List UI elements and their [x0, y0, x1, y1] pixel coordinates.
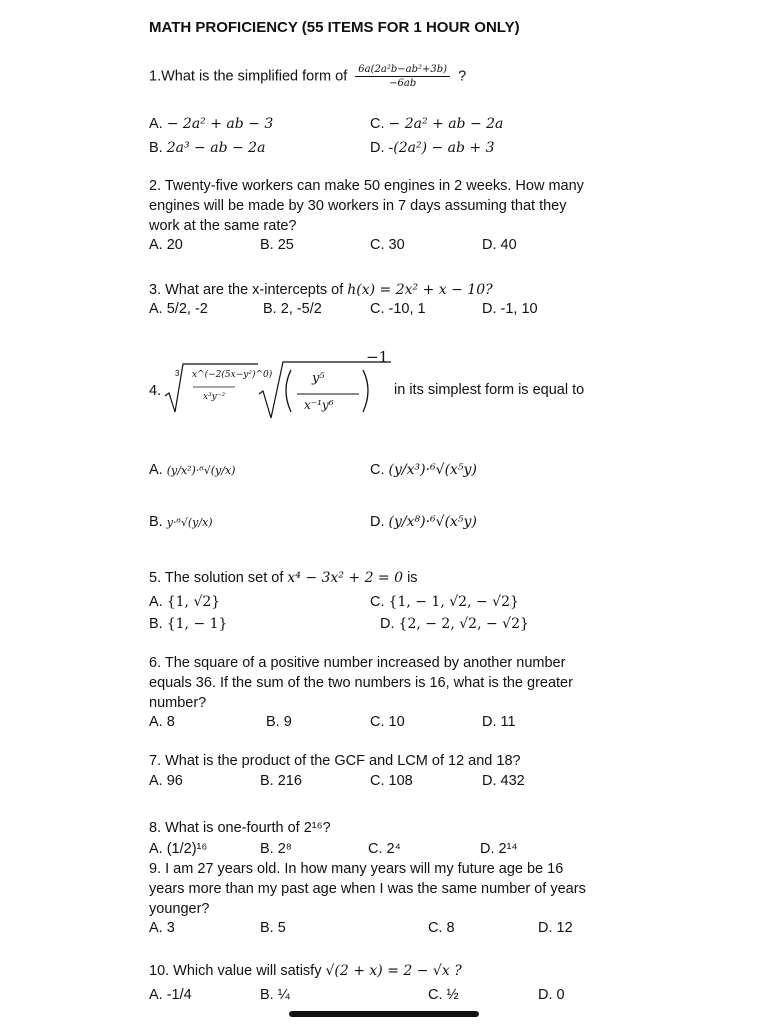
option-expression: (y/x³)·⁶√(x⁵y) [388, 462, 477, 478]
question-1 [149, 63, 466, 90]
question-2-option-d[interactable]: D. 40 [482, 237, 517, 253]
option-expression: -(2a²) − ab + 3 [388, 140, 495, 156]
question-4-root1-numerator: x^(−2(5x−y²)^0) [192, 370, 273, 380]
question-8-option-a[interactable]: A. (1/2)¹⁶ [149, 841, 208, 857]
question-9-line-2: years more than my past age when I was the same number of years [149, 881, 586, 897]
question-10-expression: √(2 + x) = 2 − √x ? [325, 963, 462, 979]
option-label: D. [370, 140, 385, 156]
option-expression: − 2a² + ab − 3 [166, 116, 274, 132]
question-4-root2-exponent: −1 [366, 348, 389, 366]
question-4-option-a[interactable] [149, 460, 235, 481]
question-6-line-2: equals 36. If the sum of the two numbers is 16, what is the greater [149, 675, 573, 691]
question-9-line-1: 9. I am 27 years old. In how many years will my future age be 16 [149, 861, 564, 877]
question-10-option-c[interactable]: C. ½ [428, 987, 459, 1003]
question-4-root2-denominator: x⁻¹y⁶ [304, 398, 334, 412]
option-set: {1, √2} [166, 594, 221, 610]
question-3-option-a[interactable]: A. 5/2, -2 [149, 301, 208, 317]
question-2-line-3: work at the same rate? [149, 218, 297, 234]
question-10 [149, 961, 462, 981]
question-7-stem: 7. What is the product of the GCF and LCM of 12 and 18? [149, 753, 521, 769]
question-6-option-c[interactable]: C. 10 [370, 714, 405, 730]
question-3-option-d[interactable]: D. -1, 10 [482, 301, 538, 317]
question-10-option-a[interactable]: A. -1/4 [149, 987, 192, 1003]
left-paren [286, 370, 291, 412]
option-label: D. [380, 616, 395, 632]
question-10-option-d[interactable]: D. 0 [538, 987, 565, 1003]
question-7-option-a[interactable]: A. 96 [149, 773, 183, 789]
question-2-line-2: engines will be made by 30 workers in 7 days assuming that they [149, 198, 567, 214]
question-2-option-b[interactable]: B. 25 [260, 237, 294, 253]
question-5-end: is [407, 570, 418, 586]
question-6-line-1: 6. The square of a positive number increased by another number [149, 655, 566, 671]
option-expression: − 2a² + ab − 2a [388, 116, 504, 132]
option-set: {1, − 1, √2, − √2} [388, 594, 519, 610]
question-6-option-b[interactable]: B. 9 [266, 714, 292, 730]
option-label: C. [370, 462, 385, 478]
question-5-expression: x⁴ − 3x² + 2 = 0 [287, 570, 404, 586]
question-6-line-3: number? [149, 695, 207, 711]
question-4-tail: in its simplest form is equal to [394, 382, 585, 398]
option-label: B. [149, 140, 163, 156]
question-1-option-d[interactable] [370, 138, 495, 158]
question-8-option-d[interactable]: D. 2¹⁴ [480, 841, 518, 857]
question-3 [149, 280, 493, 300]
question-8-stem: 8. What is one-fourth of 2¹⁶? [149, 820, 331, 836]
question-9-option-d[interactable]: D. 12 [538, 920, 573, 936]
question-7-option-c[interactable]: C. 108 [370, 773, 413, 789]
question-3-option-b[interactable]: B. 2, -5/2 [263, 301, 322, 317]
question-5-option-a[interactable] [149, 592, 220, 612]
question-6-option-a[interactable]: A. 8 [149, 714, 175, 730]
question-9-line-3: younger? [149, 901, 210, 917]
option-expression: (y/x²)·⁶√(y/x) [166, 464, 236, 477]
question-1-option-b[interactable] [149, 138, 265, 158]
question-9-option-c[interactable]: C. 8 [428, 920, 455, 936]
question-1-fraction-denominator: −6ab [389, 78, 417, 89]
option-expression: y·⁶√(y/x) [166, 516, 213, 529]
question-4-root1-denominator: x³y⁻² [203, 392, 226, 402]
question-7-option-b[interactable]: B. 216 [260, 773, 302, 789]
question-2-option-c[interactable]: C. 30 [370, 237, 405, 253]
option-expression: (y/x⁸)·⁶√(x⁵y) [388, 514, 477, 530]
option-label: C. [370, 594, 385, 610]
question-5-option-b[interactable] [149, 614, 227, 634]
cube-root-index: 3 [175, 369, 180, 378]
option-label: A. [149, 116, 163, 132]
option-label: A. [149, 594, 163, 610]
question-5-stem: 5. The solution set of [149, 570, 284, 586]
question-4-option-d[interactable] [370, 512, 477, 532]
option-set: {2, − 2, √2, − √2} [398, 616, 529, 632]
question-4-option-c[interactable] [370, 460, 477, 480]
option-set: {1, − 1} [166, 616, 228, 632]
question-1-end: ? [458, 68, 467, 85]
question-10-option-b[interactable]: B. ¼ [260, 987, 290, 1003]
question-1-stem: 1.What is the simplified form of [149, 68, 348, 85]
question-4-option-b[interactable] [149, 512, 213, 533]
option-label: B. [149, 616, 163, 632]
question-6-option-d[interactable]: D. 11 [482, 714, 516, 730]
question-9-option-a[interactable]: A. 3 [149, 920, 175, 936]
option-expression: 2a³ − ab − 2a [166, 140, 266, 156]
option-label: B. [149, 514, 163, 530]
question-8-option-c[interactable]: C. 2⁴ [368, 841, 401, 857]
question-9-option-b[interactable]: B. 5 [260, 920, 286, 936]
question-2-option-a[interactable]: A. 20 [149, 237, 183, 253]
question-2-line-1: 2. Twenty-five workers can make 50 engines in 2 weeks. How many [149, 178, 584, 194]
question-7-option-d[interactable]: D. 432 [482, 773, 525, 789]
option-label: A. [149, 462, 163, 478]
right-paren [363, 370, 368, 412]
question-1-fraction [355, 63, 450, 90]
question-5 [149, 568, 418, 588]
question-4-label: 4. [149, 383, 162, 399]
page-title: MATH PROFICIENCY (55 ITEMS FOR 1 HOUR ONLY) [149, 19, 520, 36]
question-10-stem: 10. Which value will satisfy [149, 963, 322, 979]
option-label: D. [370, 514, 385, 530]
question-3-stem: 3. What are the x-intercepts of [149, 282, 344, 298]
home-indicator-bar[interactable] [289, 1011, 479, 1017]
option-label: C. [370, 116, 385, 132]
question-3-option-c[interactable]: C. -10, 1 [370, 301, 426, 317]
question-3-expression: h(x) = 2x² + x − 10? [347, 282, 493, 298]
question-1-option-c[interactable] [370, 114, 503, 134]
question-8-option-b[interactable]: B. 2⁸ [260, 841, 292, 857]
question-5-option-c[interactable] [370, 592, 519, 612]
question-4-root2-numerator: y⁵ [312, 371, 325, 386]
question-1-option-a[interactable] [149, 114, 273, 134]
question-1-fraction-numerator: 6a(2a²b−ab²+3b) [355, 63, 450, 77]
question-5-option-d[interactable] [380, 614, 529, 634]
